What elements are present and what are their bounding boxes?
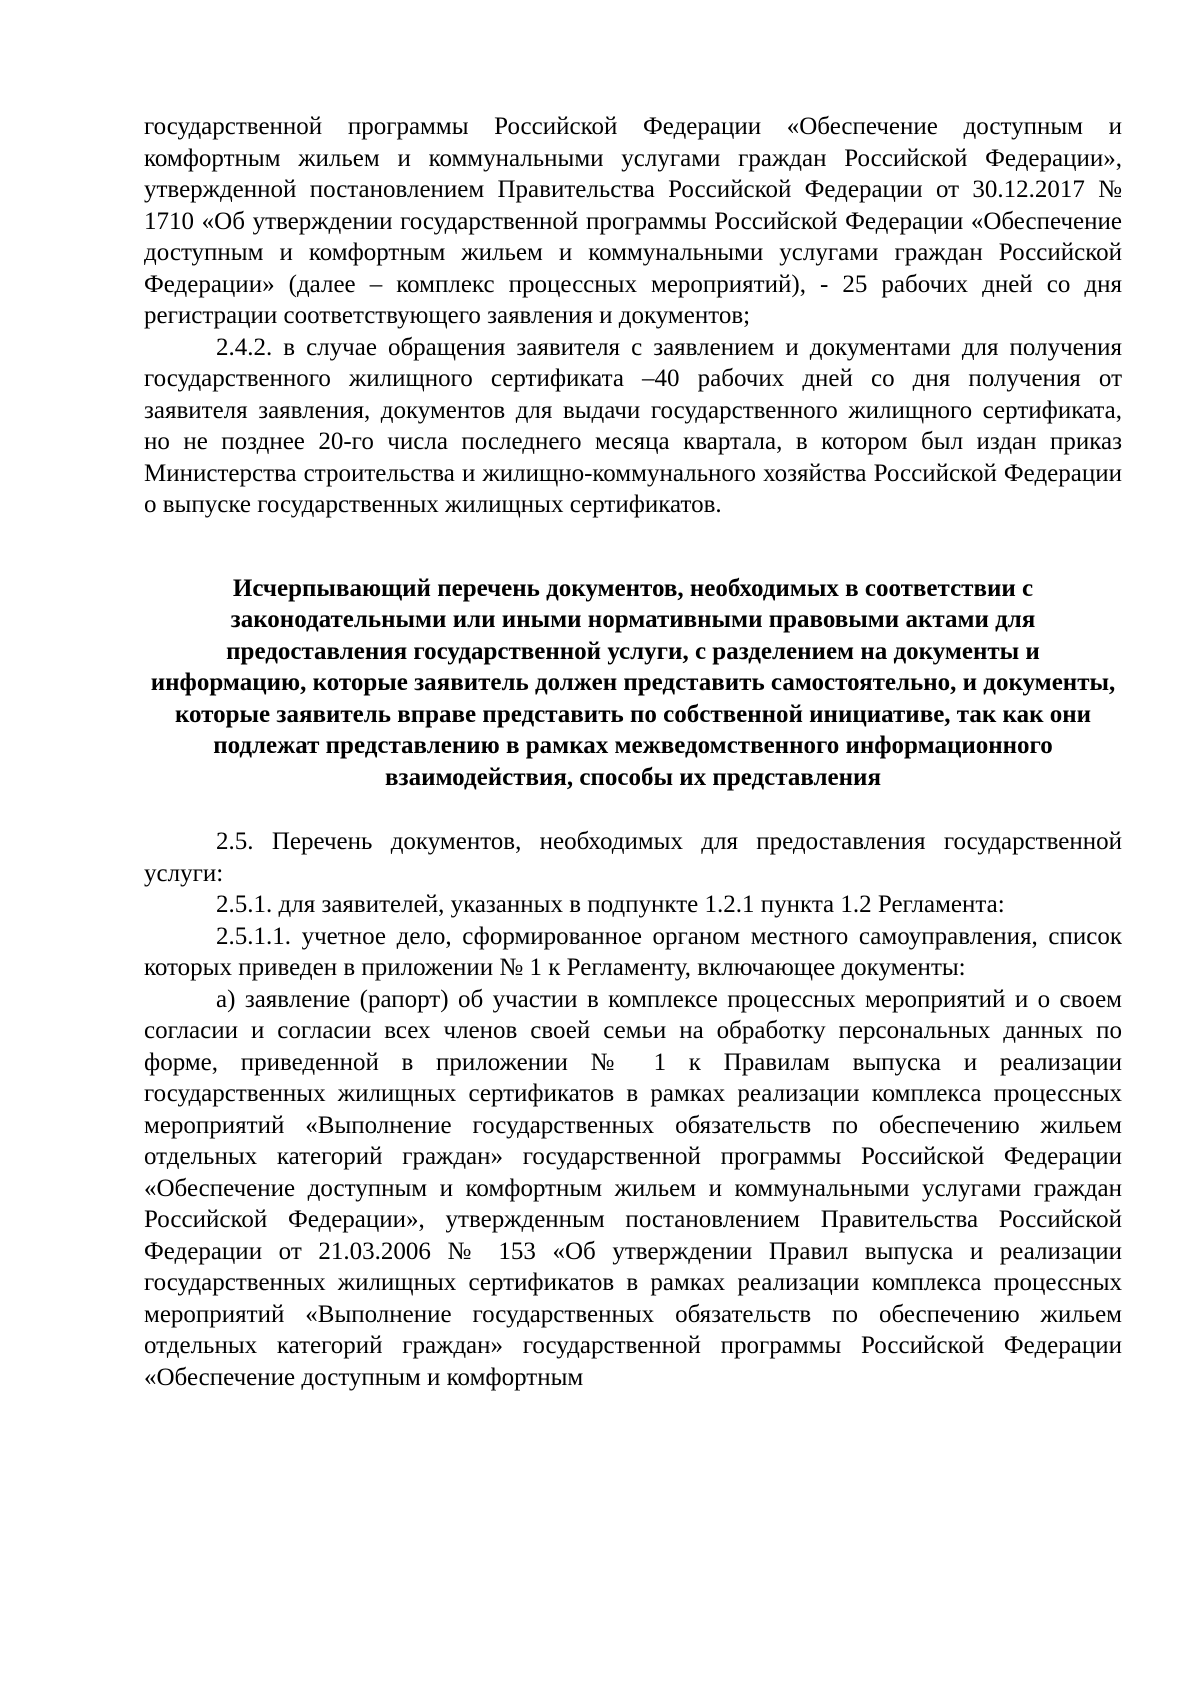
paragraph-2-5-1: 2.5.1. для заявителей, указанных в подпункте 1.2.1 пункта 1.2 Регламента: (216, 891, 1005, 918)
document-body (144, 111, 1122, 1393)
paragraph-2-5: 2.5. Перечень документов, необходимых для предоставления государственной услуги: (144, 828, 1122, 887)
paragraph-item-a: а) заявление (рапорт) об участии в комплексе процессных мероприятий и о своем согласии и согласии всех членов своей семьи на обработку персональных данных по форме, приведенной в приложении № 1 к Правилам выпуска и реализации государственных жилищных сертификатов в рамках реализации комплекса процессных мероприятий «Выполнение государственных обязательств по обеспечению жильем отдельных категорий граждан» государственной программы Российской Федерации «Обеспечение доступным и комфортным жильем и коммунальными услугами граждан Российской Федерации», утвержденным постановлением Правительства Российской Федерации от 21.03.2006 № 153 «Об утверждении Правил выпуска и реализации государственных жилищных сертификатов в рамках реализации комплекса процессных мероприятий «Выполнение государственных обязательств по обеспечению жильем отдельных категорий граждан» государственной программы Российской Федерации «Обеспечение доступным и комфортным (144, 985, 1122, 1391)
paragraph-2-4-2: 2.4.2. в случае обращения заявителя с заявлением и документами для получения государственного жилищного сертификата –40 рабочих дней со дня получения от заявителя заявления, документов для выдачи государственного жилищного сертификата, но не позднее 20-го числа последнего месяца квартала, в котором был издан приказ Министерства строительства и жилищно-коммунального хозяйства Российской Федерации о выпуске государственных жилищных сертификатов. (144, 333, 1122, 518)
section-heading: Исчерпывающий перечень документов, необходимых в соответствии с законодательными или иными нормативными правовыми актами для предоставления государственной услуги, с разделением на документы и информацию, которые заявитель должен представить самостоятельно, и документы, которые заявитель вправе представить по собственной инициативе, так как они подлежат представлению в рамках межведомственного информационного взаимодействия, способы их представления (150, 574, 1116, 791)
paragraph-continuation: государственной программы Российской Федерации «Обеспечение доступным и комфортным жильем и коммунальными услугами граждан Российской Федерации», утвержденной постановлением Правительства Российской Федерации от 30.12.2017 № 1710 «Об утверждении государственной программы Российской Федерации «Обеспечение доступным и комфортным жильем и коммунальными услугами граждан Российской Федерации» (далее – комплекс процессных мероприятий), - 25 рабочих дней со дня регистрации соответствующего заявления и документов; (144, 113, 1122, 329)
paragraph-2-5-1-1: 2.5.1.1. учетное дело, сформированное органом местного самоуправления, список которых приведен в приложении № 1 к Регламенту, включающее документы: (144, 922, 1122, 981)
